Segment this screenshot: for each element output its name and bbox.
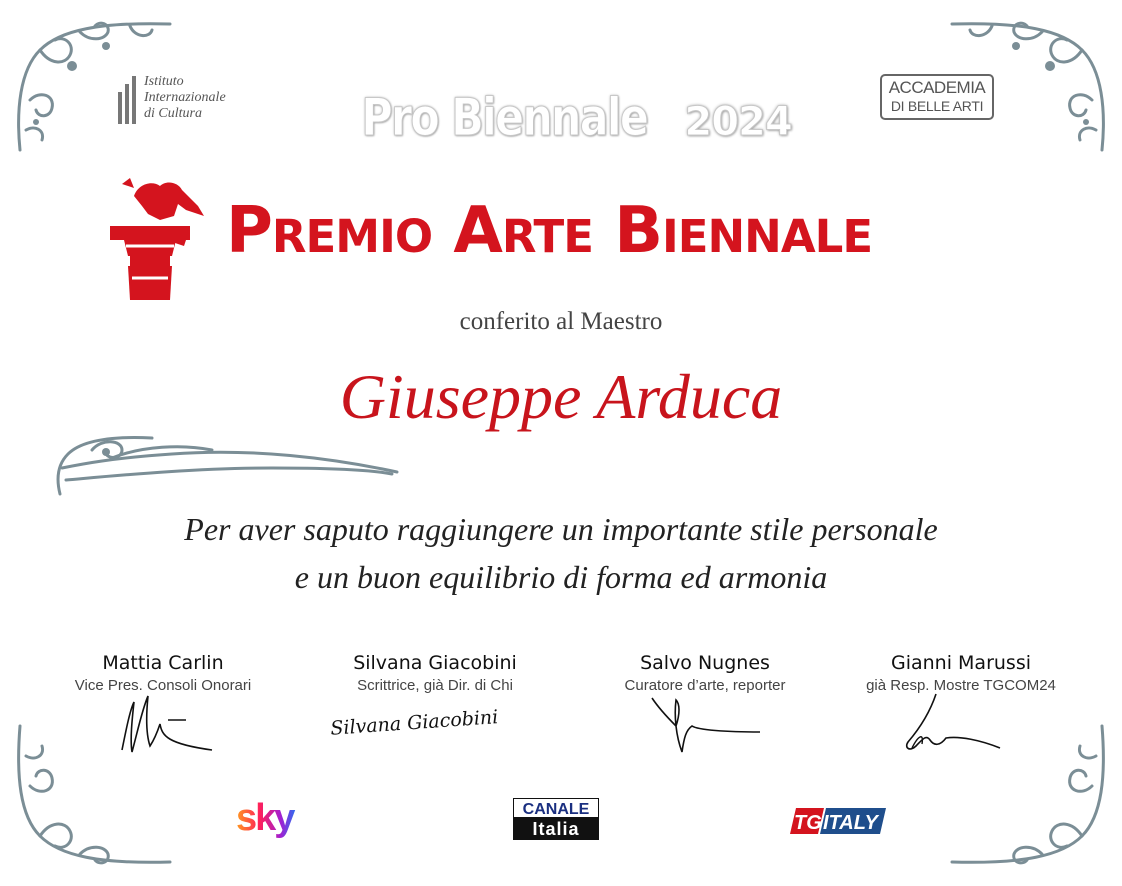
handwritten-signature <box>328 696 548 740</box>
logo-right-line1: ACCADEMIA <box>888 78 986 97</box>
pro-biennale-title <box>0 88 1122 148</box>
motivation-line1: Per aver saputo raggiungere un importante stile personale <box>184 511 938 547</box>
winged-lion-icon <box>104 176 214 302</box>
logo-left-line1: Istituto <box>144 74 184 89</box>
signatory-3 <box>580 650 830 696</box>
signatory-name: Salvo Nugnes <box>640 652 770 674</box>
signatory-name: Gianni Marussi <box>890 652 1031 674</box>
motivation-line2: e un buon equilibrio di forma ed armonia <box>294 559 828 595</box>
svg-text:TG: TG <box>794 812 822 834</box>
signatory-name: Mattia Carlin <box>102 652 224 674</box>
signatory-role: Vice Pres. Consoli Onorari <box>74 677 252 694</box>
signatory-role: Curatore d’arte, reporter <box>624 677 786 694</box>
signatory-4 <box>836 650 1086 696</box>
signatory-2 <box>310 650 560 740</box>
canale-italia-logo <box>513 798 599 840</box>
svg-text:CANALE: CANALE <box>522 801 590 818</box>
motivation-text <box>0 505 1122 601</box>
svg-text:sky: sky <box>236 797 294 839</box>
conferred-label: conferito al Maestro <box>459 308 663 335</box>
signatory-1 <box>38 650 288 696</box>
handwritten-signature <box>112 690 222 760</box>
tg-italy-logo <box>790 806 886 836</box>
svg-text:Italia: Italia <box>532 819 580 839</box>
signatory-role: già Resp. Mostre TGCOM24 <box>866 677 1056 694</box>
award-title: Premio Arte Biennale <box>226 194 873 268</box>
logo-right-line2: DI BELLE ARTI <box>890 98 984 114</box>
pro-title-text: Pro Biennale <box>361 88 648 148</box>
svg-text:ITALY: ITALY <box>823 812 878 834</box>
handwritten-signature <box>900 688 1010 760</box>
logo-left-line3: di Cultura <box>144 106 202 121</box>
svg-text:Silvana Giacobini: Silvana Giacobini <box>329 706 499 740</box>
recipient-name: Giuseppe Arduca <box>339 361 783 432</box>
swirl-divider <box>52 428 402 498</box>
signatory-name: Silvana Giacobini <box>353 652 517 674</box>
signatory-role: Scrittrice, già Dir. di Chi <box>357 677 513 694</box>
handwritten-signature <box>646 686 766 760</box>
pro-title-year: 2024 <box>684 99 792 145</box>
logo-left-line2: Internazionale <box>144 90 226 105</box>
sky-logo <box>234 796 304 840</box>
